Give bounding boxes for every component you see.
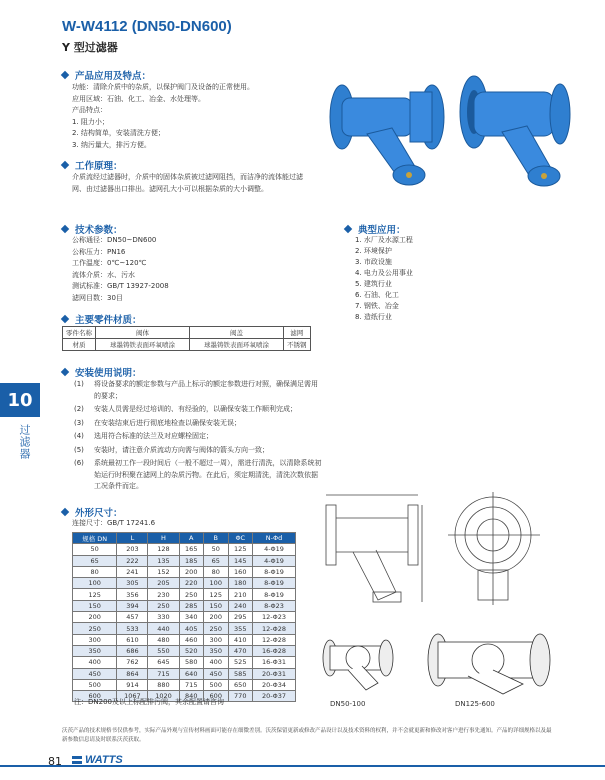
table-cell: 533 bbox=[117, 623, 148, 634]
dimensions-standard: 连接尺寸：GB/T 17241.6 bbox=[72, 519, 156, 527]
column-header: 规格 DN bbox=[73, 533, 117, 544]
tech-line: 流体介质：水、污水 bbox=[72, 270, 135, 279]
table-cell: 4-Φ19 bbox=[253, 544, 296, 555]
table-cell: 610 bbox=[117, 634, 148, 645]
table-cell: 135 bbox=[148, 555, 179, 566]
item-number: (2) bbox=[74, 405, 84, 413]
table-cell: 12-Φ28 bbox=[253, 634, 296, 645]
list-item bbox=[74, 404, 324, 416]
table-cell: 250 bbox=[73, 623, 117, 634]
caption-large-model: DN125-600 bbox=[455, 700, 495, 708]
materials-heading bbox=[62, 312, 142, 326]
table-cell: 80 bbox=[204, 566, 229, 577]
applications-heading bbox=[345, 222, 406, 236]
table-cell: 715 bbox=[179, 679, 204, 690]
item-text: 选用符合标准的法兰及对应螺栓固定； bbox=[94, 432, 213, 440]
dimensions-note: 注：DN200及以上标配排污阀，其余配置请咨询 bbox=[74, 698, 224, 706]
table-cell: 20-Φ34 bbox=[253, 679, 296, 690]
bullet-diamond-icon bbox=[61, 508, 69, 516]
list-item: 4. 电力及公用事业 bbox=[355, 269, 413, 277]
table-cell: 200 bbox=[204, 612, 229, 623]
footer-disclaimer: 沃茨产品的技术规格书仅供参考，实际产品外观与宣传材料画面可能存在细微差别。沃茨保留更新或修改产品设计以及技术资料的权利，并不会就更新和修改对客户进行事先通知。产品的详细规格以及最新参数信息请及时联系沃茨获取。 bbox=[62, 728, 552, 743]
table-cell: 640 bbox=[179, 668, 204, 679]
table-cell: 350 bbox=[204, 645, 229, 656]
table-cell: 65 bbox=[204, 555, 229, 566]
table-cell: 350 bbox=[73, 645, 117, 656]
list-item: 3. 市政设施 bbox=[355, 258, 392, 266]
table-cell: 864 bbox=[117, 668, 148, 679]
table-cell: 152 bbox=[148, 566, 179, 577]
table-cell: 220 bbox=[179, 578, 204, 589]
table-cell: 8-Φ19 bbox=[253, 589, 296, 600]
materials-table bbox=[62, 326, 311, 351]
item-number: (3) bbox=[74, 418, 84, 427]
column-header: ΦC bbox=[228, 533, 253, 544]
table-cell: 不锈钢 bbox=[284, 339, 311, 351]
table-cell: 645 bbox=[148, 657, 179, 668]
dimensions-heading bbox=[62, 505, 123, 519]
features-line: 1. 阻力小； bbox=[72, 117, 109, 126]
bullet-diamond-icon bbox=[61, 225, 69, 233]
valve-photo-pair bbox=[322, 62, 582, 202]
features-heading bbox=[62, 68, 151, 82]
chapter-number-tab: 10 bbox=[0, 383, 40, 417]
tech-line: 公称压力：PN16 bbox=[72, 247, 126, 256]
end-view-drawing-icon bbox=[448, 492, 540, 605]
item-text: 在安装结束后进行彻底地检查以确保安装无误； bbox=[94, 418, 241, 427]
install-heading bbox=[62, 365, 142, 379]
valve-photo-side-icon bbox=[330, 85, 444, 185]
dimension-drawing bbox=[318, 480, 558, 615]
applications-list bbox=[355, 235, 413, 323]
product-name: Y 型过滤器 bbox=[62, 41, 118, 54]
table-cell: 470 bbox=[228, 645, 253, 656]
table-cell: 20-Φ37 bbox=[253, 691, 296, 702]
table-row bbox=[73, 566, 296, 577]
install-title: 安装使用说明： bbox=[75, 368, 142, 379]
large-model-drawing-icon bbox=[428, 634, 550, 694]
valve-photo-front-icon bbox=[460, 76, 570, 186]
table-cell: 240 bbox=[228, 600, 253, 611]
table-cell: 356 bbox=[117, 589, 148, 600]
bullet-diamond-icon bbox=[344, 225, 352, 233]
table-cell: 20-Φ31 bbox=[253, 668, 296, 679]
list-item: 7. 钢铁、冶金 bbox=[355, 302, 399, 310]
features-title: 产品应用及特点： bbox=[75, 71, 152, 82]
table-cell: 145 bbox=[228, 555, 253, 566]
table-cell: 65 bbox=[73, 555, 117, 566]
table-row bbox=[73, 600, 296, 611]
table-cell: 520 bbox=[179, 645, 204, 656]
table-cell: 230 bbox=[148, 589, 179, 600]
column-header: L bbox=[117, 533, 148, 544]
table-cell: 880 bbox=[148, 679, 179, 690]
tech-line: 测试标准：GB/T 13927-2008 bbox=[72, 282, 169, 290]
table-header-row bbox=[73, 533, 296, 544]
table-cell: 材质 bbox=[63, 339, 96, 351]
bullet-diamond-icon bbox=[61, 161, 69, 169]
table-cell: 480 bbox=[148, 634, 179, 645]
table-row bbox=[73, 578, 296, 589]
table-cell: 128 bbox=[148, 544, 179, 555]
table-cell: 零件名称 bbox=[63, 327, 96, 339]
table-cell: 450 bbox=[204, 668, 229, 679]
table-cell: 125 bbox=[228, 544, 253, 555]
table-cell: 125 bbox=[73, 589, 117, 600]
table-cell: 300 bbox=[73, 634, 117, 645]
materials-title: 主要零件材质： bbox=[75, 315, 142, 326]
features-line: 2. 结构简单，安装清洗方便； bbox=[72, 129, 165, 137]
list-item bbox=[74, 458, 324, 493]
list-item: 1. 水厂及水源工程 bbox=[355, 236, 413, 244]
caption-small-model: DN50-100 bbox=[330, 700, 366, 708]
features-line: 3. 纳污量大，排污方便。 bbox=[72, 140, 151, 149]
table-row bbox=[73, 589, 296, 600]
table-cell: 球墨铸铁表面环氧喷涂 bbox=[96, 339, 190, 351]
table-cell: 440 bbox=[148, 623, 179, 634]
tech-title: 技术参数： bbox=[75, 225, 123, 236]
list-item bbox=[74, 445, 324, 457]
list-item bbox=[74, 431, 324, 443]
watts-logo-icon bbox=[72, 756, 82, 764]
features-line: 功能：清除介质中的杂质，以保护阀门及设备的正常使用。 bbox=[72, 83, 254, 91]
table-cell: 394 bbox=[117, 600, 148, 611]
table-cell: 80 bbox=[73, 566, 117, 577]
item-text: 安装时，请注意介质流动方向需与阀体的箭头方向一致； bbox=[94, 445, 269, 454]
table-cell: 1020 bbox=[148, 691, 179, 702]
table-cell: 405 bbox=[179, 623, 204, 634]
list-item: 6. 石油、化工 bbox=[355, 291, 399, 299]
table-cell: 410 bbox=[228, 634, 253, 645]
table-cell: 16-Φ31 bbox=[253, 657, 296, 668]
principle-title: 工作原理： bbox=[75, 161, 123, 172]
table-cell: 500 bbox=[204, 679, 229, 690]
table-cell: 550 bbox=[148, 645, 179, 656]
item-text: 系统最初工作一段时间后（一般不超过一周），需进行清洗，以清除系统初始运行时积聚在滤网上的杂质污物。在此后，须定期清洗，清洗次数依据工况条件而定。 bbox=[94, 459, 322, 490]
table-cell: 305 bbox=[117, 578, 148, 589]
table-cell: 330 bbox=[148, 612, 179, 623]
table-row bbox=[73, 612, 296, 623]
table-cell: 840 bbox=[179, 691, 204, 702]
table-cell: 460 bbox=[179, 634, 204, 645]
brand-logo bbox=[72, 754, 123, 766]
table-cell: 715 bbox=[148, 668, 179, 679]
table-cell: 50 bbox=[204, 544, 229, 555]
table-cell: 770 bbox=[228, 691, 253, 702]
table-row bbox=[73, 679, 296, 690]
list-item: 8. 造纸行业 bbox=[355, 313, 392, 321]
table-row bbox=[73, 555, 296, 566]
item-number: (5) bbox=[74, 445, 84, 454]
table-cell: 203 bbox=[117, 544, 148, 555]
table-cell: 250 bbox=[179, 589, 204, 600]
table-cell: 285 bbox=[179, 600, 204, 611]
list-item bbox=[74, 418, 324, 430]
table-row bbox=[73, 645, 296, 656]
table-row bbox=[73, 657, 296, 668]
table-cell: 650 bbox=[228, 679, 253, 690]
list-item: 2. 环境保护 bbox=[355, 247, 392, 255]
tech-body bbox=[72, 235, 292, 304]
table-cell: 16-Φ28 bbox=[253, 645, 296, 656]
table-cell: 185 bbox=[179, 555, 204, 566]
features-body bbox=[72, 82, 332, 151]
page-number: 81 bbox=[48, 755, 62, 768]
item-number: (6) bbox=[74, 459, 84, 467]
table-cell: 阀体 bbox=[96, 327, 190, 339]
table-cell: 400 bbox=[73, 657, 117, 668]
table-cell: 100 bbox=[204, 578, 229, 589]
item-number: (4) bbox=[74, 432, 84, 440]
table-cell: 1067 bbox=[117, 691, 148, 702]
table-row bbox=[73, 544, 296, 555]
table-cell: 165 bbox=[179, 544, 204, 555]
table-row bbox=[63, 339, 311, 351]
table-cell: 762 bbox=[117, 657, 148, 668]
table-cell: 150 bbox=[73, 600, 117, 611]
table-cell: 250 bbox=[204, 623, 229, 634]
table-cell: 457 bbox=[117, 612, 148, 623]
features-line: 产品特点： bbox=[72, 106, 107, 114]
small-model-drawing-icon bbox=[323, 640, 393, 690]
table-cell: 180 bbox=[228, 578, 253, 589]
table-cell: 200 bbox=[179, 566, 204, 577]
table-cell: 210 bbox=[228, 589, 253, 600]
column-header: B bbox=[204, 533, 229, 544]
tech-line: 工作温度：0℃~120℃ bbox=[72, 259, 147, 267]
bullet-diamond-icon bbox=[61, 71, 69, 79]
applications-title: 典型应用： bbox=[358, 225, 406, 236]
table-cell: 150 bbox=[204, 600, 229, 611]
table-cell: 580 bbox=[179, 657, 204, 668]
dimensions-table-body bbox=[73, 544, 296, 702]
table-cell: 8-Φ19 bbox=[253, 566, 296, 577]
table-cell: 914 bbox=[117, 679, 148, 690]
item-text: 将设备要求的额定参数与产品上标示的额定参数进行对照，确保满足需用的要求； bbox=[94, 380, 318, 400]
table-cell: 4-Φ19 bbox=[253, 555, 296, 566]
list-item bbox=[74, 379, 324, 402]
table-cell: 340 bbox=[179, 612, 204, 623]
table-cell: 500 bbox=[73, 679, 117, 690]
dimensions-table bbox=[72, 532, 296, 702]
item-text: 安装人员需是经过培训的、有经验的，以确保安装工作顺利完成； bbox=[94, 405, 297, 413]
table-cell: 8-Φ19 bbox=[253, 578, 296, 589]
table-cell: 200 bbox=[73, 612, 117, 623]
table-cell: 585 bbox=[228, 668, 253, 679]
table-cell: 12-Φ28 bbox=[253, 623, 296, 634]
brand-name: WATTS bbox=[85, 754, 123, 766]
table-cell: 400 bbox=[204, 657, 229, 668]
table-cell: 100 bbox=[73, 578, 117, 589]
product-model-title: W-W4112 (DN50-DN600) bbox=[62, 18, 232, 35]
bullet-diamond-icon bbox=[61, 368, 69, 376]
table-cell: 300 bbox=[204, 634, 229, 645]
tech-line: 滤网目数：30目 bbox=[72, 293, 123, 302]
table-cell: 160 bbox=[228, 566, 253, 577]
item-number: (1) bbox=[74, 380, 84, 388]
dimensions-title: 外形尺寸： bbox=[75, 508, 123, 519]
table-cell: 250 bbox=[148, 600, 179, 611]
table-cell: 125 bbox=[204, 589, 229, 600]
table-cell: 50 bbox=[73, 544, 117, 555]
table-cell: 12-Φ23 bbox=[253, 612, 296, 623]
table-cell: 8-Φ23 bbox=[253, 600, 296, 611]
principle-text: 介质流经过滤器时，介质中的固体杂质被过滤网阻挡，而洁净的流体能过滤网、由过滤器出口排出。滤网孔大小可以根据杂质的大小调整。 bbox=[72, 173, 303, 193]
install-list bbox=[74, 379, 324, 495]
table-cell: 205 bbox=[148, 578, 179, 589]
tech-line: 公称通径：DN50~DN600 bbox=[72, 236, 157, 244]
table-row bbox=[73, 668, 296, 679]
principle-heading bbox=[62, 158, 123, 172]
features-line: 应用区域：石油、化工、冶金、水处理等。 bbox=[72, 94, 205, 103]
table-cell: 阀盖 bbox=[190, 327, 284, 339]
column-header: H bbox=[148, 533, 179, 544]
bullet-diamond-icon bbox=[61, 315, 69, 323]
side-view-drawing-icon bbox=[326, 495, 422, 602]
table-cell: 600 bbox=[73, 691, 117, 702]
table-cell: 686 bbox=[117, 645, 148, 656]
column-header: A bbox=[179, 533, 204, 544]
table-cell: 355 bbox=[228, 623, 253, 634]
column-header: N-Φd bbox=[253, 533, 296, 544]
table-row bbox=[63, 327, 311, 339]
table-cell: 295 bbox=[228, 612, 253, 623]
table-row bbox=[73, 634, 296, 645]
table-row bbox=[73, 623, 296, 634]
table-cell: 450 bbox=[73, 668, 117, 679]
table-cell: 球墨铸铁表面环氧喷涂 bbox=[190, 339, 284, 351]
table-cell: 241 bbox=[117, 566, 148, 577]
list-item: 5. 建筑行业 bbox=[355, 280, 392, 288]
chapter-label: 过滤器 bbox=[18, 424, 31, 460]
model-drawings bbox=[318, 628, 568, 698]
table-cell: 222 bbox=[117, 555, 148, 566]
table-cell: 600 bbox=[204, 691, 229, 702]
tech-heading bbox=[62, 222, 123, 236]
table-cell: 滤网 bbox=[284, 327, 311, 339]
table-cell: 525 bbox=[228, 657, 253, 668]
